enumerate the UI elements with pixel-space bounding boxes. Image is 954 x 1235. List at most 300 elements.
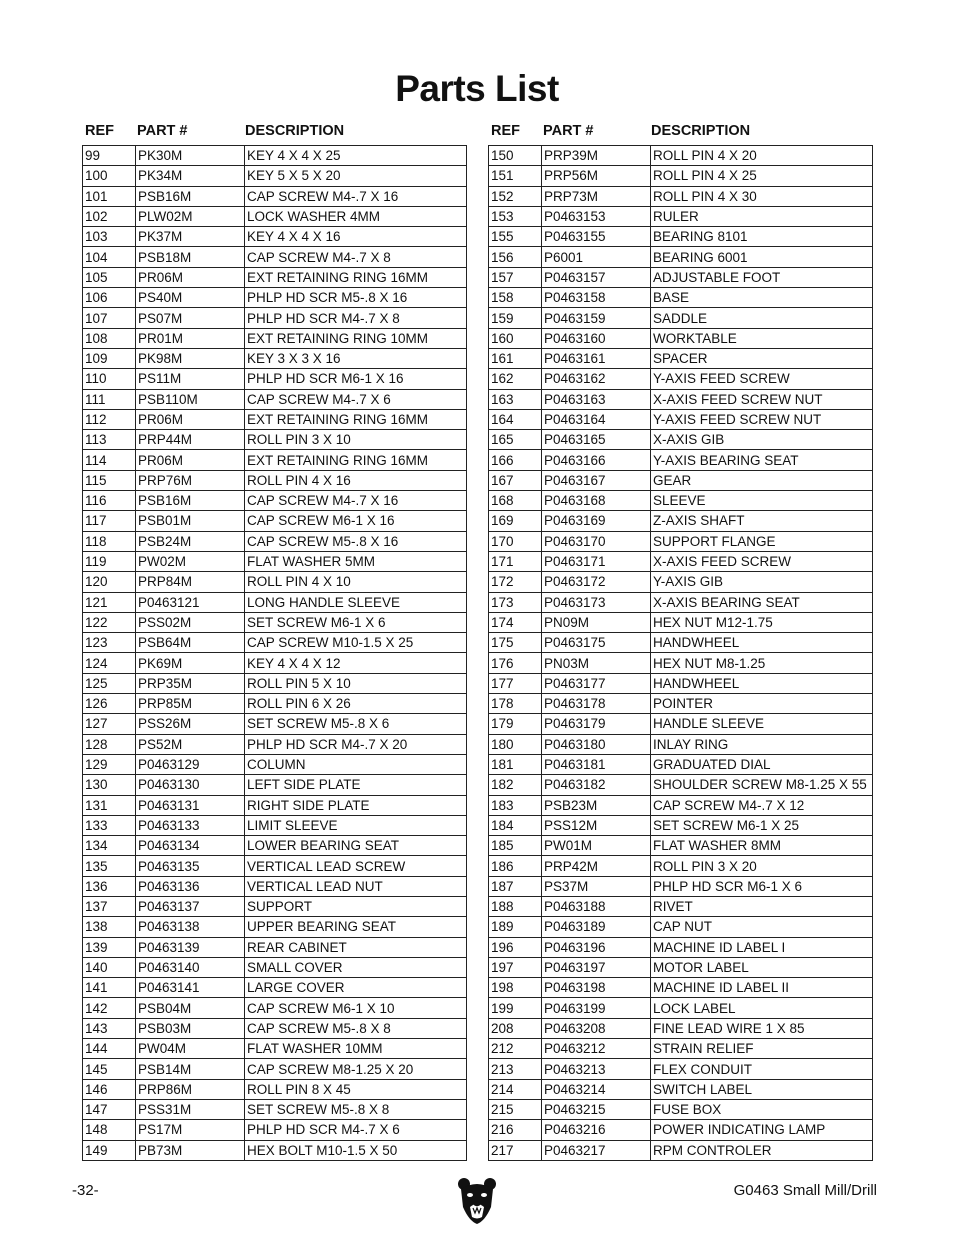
description-cell: UPPER BEARING SEAT — [245, 917, 467, 937]
table-row — [489, 247, 873, 267]
description-cell: EXT RETAINING RING 10MM — [245, 328, 467, 348]
description-cell: SET SCREW M5-.8 X 8 — [245, 1099, 467, 1119]
part-number-cell: P0463170 — [542, 531, 651, 551]
description-cell: FINE LEAD WIRE 1 X 85 — [651, 1018, 873, 1038]
ref-cell: 128 — [83, 734, 136, 754]
table-row — [489, 653, 873, 673]
ref-cell: 143 — [83, 1018, 136, 1038]
table-row — [83, 836, 467, 856]
description-cell: CAP SCREW M4-.7 X 8 — [245, 247, 467, 267]
table-row — [83, 937, 467, 957]
part-number-cell: P0463217 — [542, 1140, 651, 1160]
bear-head-icon — [457, 1177, 497, 1225]
part-number-cell: PSB16M — [136, 186, 245, 206]
table-row — [83, 896, 467, 916]
ref-cell: 197 — [489, 957, 542, 977]
description-cell: RULER — [651, 206, 873, 226]
table-row — [489, 1120, 873, 1140]
table-row — [489, 1018, 873, 1038]
description-cell: LOCK LABEL — [651, 998, 873, 1018]
description-cell: RPM CONTROLER — [651, 1140, 873, 1160]
ref-cell: 212 — [489, 1039, 542, 1059]
description-cell: ROLL PIN 5 X 10 — [245, 673, 467, 693]
table-row — [83, 1039, 467, 1059]
table-row — [83, 227, 467, 247]
description-cell: Y-AXIS BEARING SEAT — [651, 450, 873, 470]
part-number-cell: P0463177 — [542, 673, 651, 693]
part-number-cell: PSS12M — [542, 815, 651, 835]
ref-cell: 216 — [489, 1120, 542, 1140]
table-row — [83, 288, 467, 308]
table-row — [83, 1018, 467, 1038]
table-row — [489, 146, 873, 166]
ref-cell: 159 — [489, 308, 542, 328]
description-cell: VERTICAL LEAD SCREW — [245, 856, 467, 876]
description-cell: HANDLE SLEEVE — [651, 714, 873, 734]
table-row — [83, 348, 467, 368]
description-cell: EXT RETAINING RING 16MM — [245, 450, 467, 470]
table-row — [489, 775, 873, 795]
part-number-cell: PB73M — [136, 1140, 245, 1160]
ref-cell: 118 — [83, 531, 136, 551]
description-cell: RIVET — [651, 896, 873, 916]
table-row — [83, 470, 467, 490]
ref-cell: 125 — [83, 673, 136, 693]
table-row — [489, 166, 873, 186]
part-number-cell: P0463158 — [542, 288, 651, 308]
table-row — [489, 815, 873, 835]
ref-cell: 167 — [489, 470, 542, 490]
description-cell: SUPPORT FLANGE — [651, 531, 873, 551]
description-cell: PHLP HD SCR M4-.7 X 6 — [245, 1120, 467, 1140]
part-number-cell: PS07M — [136, 308, 245, 328]
ref-cell: 137 — [83, 896, 136, 916]
description-cell: PHLP HD SCR M6-1 X 16 — [245, 369, 467, 389]
part-number-cell: P0463213 — [542, 1059, 651, 1079]
table-row — [489, 734, 873, 754]
ref-cell: 140 — [83, 957, 136, 977]
ref-cell: 177 — [489, 673, 542, 693]
parts-column-right — [488, 123, 872, 1161]
description-cell: COLUMN — [245, 754, 467, 774]
part-number-cell: P0463178 — [542, 694, 651, 714]
table-row — [489, 714, 873, 734]
ref-cell: 176 — [489, 653, 542, 673]
ref-cell: 217 — [489, 1140, 542, 1160]
description-cell: LIMIT SLEEVE — [245, 815, 467, 835]
table-row — [83, 551, 467, 571]
table-row — [83, 409, 467, 429]
ref-cell: 144 — [83, 1039, 136, 1059]
table-row — [489, 288, 873, 308]
ref-cell: 162 — [489, 369, 542, 389]
table-row — [83, 389, 467, 409]
ref-cell: 171 — [489, 551, 542, 571]
ref-cell: 129 — [83, 754, 136, 774]
ref-cell: 103 — [83, 227, 136, 247]
description-cell: ROLL PIN 3 X 10 — [245, 430, 467, 450]
description-cell: POINTER — [651, 694, 873, 714]
table-row — [83, 998, 467, 1018]
table-row — [489, 896, 873, 916]
part-number-cell: P0463215 — [542, 1099, 651, 1119]
part-number-cell: PRP42M — [542, 856, 651, 876]
column-headers — [82, 123, 466, 145]
description-cell: BEARING 8101 — [651, 227, 873, 247]
ref-cell: 119 — [83, 551, 136, 571]
part-number-cell: PW01M — [542, 836, 651, 856]
part-number-cell: P0463121 — [136, 592, 245, 612]
part-number-cell: PRP86M — [136, 1079, 245, 1099]
ref-cell: 155 — [489, 227, 542, 247]
ref-cell: 134 — [83, 836, 136, 856]
ref-cell: 163 — [489, 389, 542, 409]
description-cell: INLAY RING — [651, 734, 873, 754]
part-number-cell: P0463180 — [542, 734, 651, 754]
description-cell: ROLL PIN 4 X 20 — [651, 146, 873, 166]
description-cell: Y-AXIS FEED SCREW NUT — [651, 409, 873, 429]
part-number-cell: PSB01M — [136, 511, 245, 531]
description-cell: EXT RETAINING RING 16MM — [245, 409, 467, 429]
part-number-cell: P0463137 — [136, 896, 245, 916]
part-number-cell: PW04M — [136, 1039, 245, 1059]
description-cell: LARGE COVER — [245, 978, 467, 998]
description-cell: X-AXIS BEARING SEAT — [651, 592, 873, 612]
table-row — [83, 856, 467, 876]
description-cell: REAR CABINET — [245, 937, 467, 957]
description-cell: PHLP HD SCR M4-.7 X 8 — [245, 308, 467, 328]
description-cell: Z-AXIS SHAFT — [651, 511, 873, 531]
ref-cell: 208 — [489, 1018, 542, 1038]
description-cell: CAP NUT — [651, 917, 873, 937]
table-row — [489, 369, 873, 389]
description-cell: SPACER — [651, 348, 873, 368]
page-number: -32- — [72, 1182, 99, 1199]
description-cell: LOCK WASHER 4MM — [245, 206, 467, 226]
description-cell: POWER INDICATING LAMP — [651, 1120, 873, 1140]
ref-cell: 173 — [489, 592, 542, 612]
description-cell: ADJUSTABLE FOOT — [651, 267, 873, 287]
part-number-cell: PN09M — [542, 612, 651, 632]
ref-cell: 124 — [83, 653, 136, 673]
part-number-cell: PS40M — [136, 288, 245, 308]
description-cell: SET SCREW M6-1 X 25 — [651, 815, 873, 835]
part-number-cell: P0463164 — [542, 409, 651, 429]
part-number-cell: PRP35M — [136, 673, 245, 693]
description-cell: FUSE BOX — [651, 1099, 873, 1119]
part-number-cell: P0463160 — [542, 328, 651, 348]
table-row — [489, 795, 873, 815]
description-cell: MACHINE ID LABEL II — [651, 978, 873, 998]
description-cell: WORKTABLE — [651, 328, 873, 348]
description-cell: X-AXIS FEED SCREW — [651, 551, 873, 571]
table-row — [489, 836, 873, 856]
description-cell: KEY 4 X 4 X 16 — [245, 227, 467, 247]
ref-cell: 109 — [83, 348, 136, 368]
part-number-cell: PRP84M — [136, 572, 245, 592]
description-cell: FLAT WASHER 5MM — [245, 551, 467, 571]
ref-cell: 170 — [489, 531, 542, 551]
description-cell: HANDWHEEL — [651, 633, 873, 653]
ref-cell: 164 — [489, 409, 542, 429]
part-number-cell: PSB64M — [136, 633, 245, 653]
table-row — [83, 633, 467, 653]
part-number-cell: PW02M — [136, 551, 245, 571]
ref-cell: 148 — [83, 1120, 136, 1140]
header-part: PART # — [543, 123, 594, 139]
table-row — [489, 957, 873, 977]
parts-table-right — [488, 145, 873, 1161]
part-number-cell: P0463197 — [542, 957, 651, 977]
ref-cell: 130 — [83, 775, 136, 795]
part-number-cell: PSB03M — [136, 1018, 245, 1038]
part-number-cell: P0463159 — [542, 308, 651, 328]
table-row — [83, 430, 467, 450]
part-number-cell: P0463208 — [542, 1018, 651, 1038]
description-cell: CAP SCREW M4-.7 X 6 — [245, 389, 467, 409]
description-cell: FLAT WASHER 10MM — [245, 1039, 467, 1059]
part-number-cell: P0463141 — [136, 978, 245, 998]
table-row — [489, 876, 873, 896]
model-name: G0463 Small Mill/Drill — [733, 1182, 877, 1199]
ref-cell: 139 — [83, 937, 136, 957]
part-number-cell: PR06M — [136, 409, 245, 429]
ref-cell: 142 — [83, 998, 136, 1018]
table-row — [83, 815, 467, 835]
table-row — [489, 937, 873, 957]
ref-cell: 131 — [83, 795, 136, 815]
description-cell: STRAIN RELIEF — [651, 1039, 873, 1059]
part-number-cell: P0463129 — [136, 754, 245, 774]
table-row — [489, 328, 873, 348]
description-cell: ROLL PIN 4 X 10 — [245, 572, 467, 592]
description-cell: SLEEVE — [651, 491, 873, 511]
table-row — [83, 612, 467, 632]
ref-cell: 183 — [489, 795, 542, 815]
part-number-cell: P0463196 — [542, 937, 651, 957]
table-row — [489, 206, 873, 226]
ref-cell: 113 — [83, 430, 136, 450]
page-title: Parts List — [395, 68, 559, 109]
ref-cell: 179 — [489, 714, 542, 734]
table-row — [489, 409, 873, 429]
part-number-cell: PS17M — [136, 1120, 245, 1140]
ref-cell: 117 — [83, 511, 136, 531]
part-number-cell: PSB14M — [136, 1059, 245, 1079]
header-ref: REF — [85, 123, 114, 139]
ref-cell: 110 — [83, 369, 136, 389]
part-number-cell: P0463130 — [136, 775, 245, 795]
table-row — [489, 1059, 873, 1079]
ref-cell: 166 — [489, 450, 542, 470]
description-cell: KEY 3 X 3 X 16 — [245, 348, 467, 368]
part-number-cell: PK69M — [136, 653, 245, 673]
ref-cell: 99 — [83, 146, 136, 166]
description-cell: HEX NUT M12-1.75 — [651, 612, 873, 632]
ref-cell: 149 — [83, 1140, 136, 1160]
table-row — [489, 978, 873, 998]
description-cell: ROLL PIN 4 X 16 — [245, 470, 467, 490]
part-number-cell: P0463155 — [542, 227, 651, 247]
part-number-cell: P0463165 — [542, 430, 651, 450]
ref-cell: 151 — [489, 166, 542, 186]
description-cell: ROLL PIN 6 X 26 — [245, 694, 467, 714]
table-row — [83, 531, 467, 551]
part-number-cell: P0463181 — [542, 754, 651, 774]
description-cell: X-AXIS FEED SCREW NUT — [651, 389, 873, 409]
description-cell: CAP SCREW M4-.7 X 12 — [651, 795, 873, 815]
ref-cell: 160 — [489, 328, 542, 348]
description-cell: CAP SCREW M4-.7 X 16 — [245, 491, 467, 511]
part-number-cell: PSB24M — [136, 531, 245, 551]
ref-cell: 104 — [83, 247, 136, 267]
ref-cell: 178 — [489, 694, 542, 714]
description-cell: HANDWHEEL — [651, 673, 873, 693]
table-row — [489, 592, 873, 612]
table-row — [489, 308, 873, 328]
ref-cell: 172 — [489, 572, 542, 592]
ref-cell: 108 — [83, 328, 136, 348]
part-number-cell: PK37M — [136, 227, 245, 247]
header-ref: REF — [491, 123, 520, 139]
table-row — [83, 714, 467, 734]
description-cell: LOWER BEARING SEAT — [245, 836, 467, 856]
description-cell: ROLL PIN 8 X 45 — [245, 1079, 467, 1099]
part-number-cell: PR06M — [136, 450, 245, 470]
part-number-cell: PSS26M — [136, 714, 245, 734]
table-row — [83, 186, 467, 206]
ref-cell: 136 — [83, 876, 136, 896]
table-row — [489, 1079, 873, 1099]
ref-cell: 126 — [83, 694, 136, 714]
header-part: PART # — [137, 123, 188, 139]
table-row — [489, 1039, 873, 1059]
table-row — [83, 308, 467, 328]
table-row — [489, 348, 873, 368]
ref-cell: 105 — [83, 267, 136, 287]
part-number-cell: PRP73M — [542, 186, 651, 206]
part-number-cell: P0463163 — [542, 389, 651, 409]
part-number-cell: PR01M — [136, 328, 245, 348]
ref-cell: 152 — [489, 186, 542, 206]
table-row — [83, 957, 467, 977]
ref-cell: 168 — [489, 491, 542, 511]
part-number-cell: PR06M — [136, 267, 245, 287]
ref-cell: 145 — [83, 1059, 136, 1079]
table-row — [489, 633, 873, 653]
part-number-cell: P0463198 — [542, 978, 651, 998]
ref-cell: 157 — [489, 267, 542, 287]
description-cell: HEX BOLT M10-1.5 X 50 — [245, 1140, 467, 1160]
description-cell: GEAR — [651, 470, 873, 490]
ref-cell: 127 — [83, 714, 136, 734]
part-number-cell: P0463139 — [136, 937, 245, 957]
part-number-cell: P0463189 — [542, 917, 651, 937]
ref-cell: 169 — [489, 511, 542, 531]
part-number-cell: PRP85M — [136, 694, 245, 714]
ref-cell: 186 — [489, 856, 542, 876]
ref-cell: 165 — [489, 430, 542, 450]
part-number-cell: PSS31M — [136, 1099, 245, 1119]
ref-cell: 153 — [489, 206, 542, 226]
table-row — [489, 998, 873, 1018]
description-cell: X-AXIS GIB — [651, 430, 873, 450]
description-cell: SMALL COVER — [245, 957, 467, 977]
ref-cell: 150 — [489, 146, 542, 166]
part-number-cell: PK98M — [136, 348, 245, 368]
part-number-cell: P0463157 — [542, 267, 651, 287]
table-row — [83, 734, 467, 754]
ref-cell: 182 — [489, 775, 542, 795]
table-row — [83, 166, 467, 186]
part-number-cell: P0463168 — [542, 491, 651, 511]
part-number-cell: PS52M — [136, 734, 245, 754]
description-cell: VERTICAL LEAD NUT — [245, 876, 467, 896]
parts-column-left — [82, 123, 466, 1161]
part-number-cell: P0463136 — [136, 876, 245, 896]
column-headers — [488, 123, 872, 145]
part-number-cell: P0463173 — [542, 592, 651, 612]
part-number-cell: P0463133 — [136, 815, 245, 835]
part-number-cell: P0463135 — [136, 856, 245, 876]
part-number-cell: PSB04M — [136, 998, 245, 1018]
part-number-cell: P0463166 — [542, 450, 651, 470]
table-row — [83, 206, 467, 226]
description-cell: FLEX CONDUIT — [651, 1059, 873, 1079]
table-row — [83, 1099, 467, 1119]
table-row — [489, 227, 873, 247]
table-row — [83, 795, 467, 815]
table-row — [83, 653, 467, 673]
part-number-cell: P0463161 — [542, 348, 651, 368]
table-row — [489, 917, 873, 937]
table-row — [83, 592, 467, 612]
description-cell: Y-AXIS GIB — [651, 572, 873, 592]
description-cell: LEFT SIDE PLATE — [245, 775, 467, 795]
part-number-cell: PSB16M — [136, 491, 245, 511]
ref-cell: 199 — [489, 998, 542, 1018]
ref-cell: 102 — [83, 206, 136, 226]
ref-cell: 121 — [83, 592, 136, 612]
ref-cell: 133 — [83, 815, 136, 835]
ref-cell: 188 — [489, 896, 542, 916]
description-cell: ROLL PIN 3 X 20 — [651, 856, 873, 876]
table-row — [83, 673, 467, 693]
ref-cell: 141 — [83, 978, 136, 998]
table-row — [83, 328, 467, 348]
part-number-cell: P0463153 — [542, 206, 651, 226]
ref-cell: 215 — [489, 1099, 542, 1119]
description-cell: GRADUATED DIAL — [651, 754, 873, 774]
part-number-cell: P0463140 — [136, 957, 245, 977]
ref-cell: 174 — [489, 612, 542, 632]
part-number-cell: P0463175 — [542, 633, 651, 653]
table-row — [83, 247, 467, 267]
ref-cell: 116 — [83, 491, 136, 511]
part-number-cell: P0463167 — [542, 470, 651, 490]
part-number-cell: P0463162 — [542, 369, 651, 389]
ref-cell: 106 — [83, 288, 136, 308]
description-cell: SUPPORT — [245, 896, 467, 916]
ref-cell: 213 — [489, 1059, 542, 1079]
description-cell: RIGHT SIDE PLATE — [245, 795, 467, 815]
table-row — [83, 775, 467, 795]
part-number-cell: P0463138 — [136, 917, 245, 937]
ref-cell: 107 — [83, 308, 136, 328]
ref-cell: 214 — [489, 1079, 542, 1099]
ref-cell: 198 — [489, 978, 542, 998]
part-number-cell: PSB18M — [136, 247, 245, 267]
